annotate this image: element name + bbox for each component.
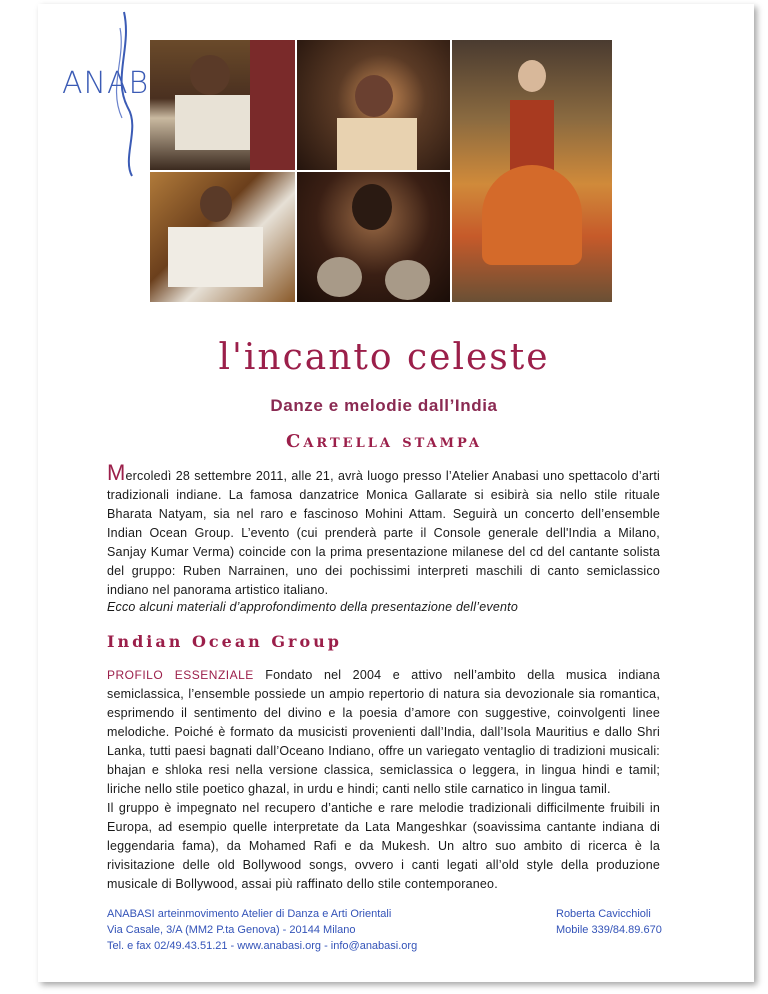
profile-label: PROFILO ESSENZIALE: [107, 668, 254, 682]
footer-address: Via Casale, 3/A (MM2 P.ta Genova) - 20144 Milano: [107, 924, 356, 936]
intro-text: ercoledì 28 settembre 2011, alle 21, avrà luogo presso l’Atelier Anabasi uno spettacolo d’arti tradizionali indiane. La famosa danzatrice Monica Gallarate si esibirà sia nello stile rituale Bharata Natyam, sia nel raro e fascinoso Mohini Attam. Seguirà un concerto dell’ensemble Indian Ocean Group. L’evento (cui prenderà parte il Console generale dell'India a Milano, Sanjay Kumar Verma) coincide con la prima presentazione milanese del cd del cantante solista del gruppo: Ruben Narrainen, uno dei pochissimi interpreti maschili di canto semiclassico indiano nel panorama artistico italiano.: [107, 469, 660, 597]
intro-paragraph: [107, 460, 660, 600]
anabasi-logo: [62, 8, 157, 178]
footer-org: ANABASI arteinmovimento Atelier di Danza e Arti Orientali: [107, 908, 392, 920]
press-kit-heading: Cartella stampa: [286, 431, 482, 452]
footer-phone-web: Tel. e fax 02/49.43.51.21 - www.anabasi.org - info@anabasi.org: [107, 940, 418, 952]
event-subtitle: Danze e melodie dall’India: [270, 396, 498, 415]
profile-paragraph-1: Fondato nel 2004 e attivo nell’ambito della musica indiana semiclassica, l’ensemble possiede un ampio repertorio di natura sia devozionale sia romantica, esprimendo il sentimento del divino e la poesia d’amore con suggestive, coinvolgenti linee melodiche. Poiché è formato da musicisti provenienti dall’India, dall’Isola Mauritius e dallo Shri Lanka, tutti paesi bagnati dall’Oceano Indiano, offre un variegato ventaglio di tradizioni musicali: bhajan e shloka resi nella versione classica, semiclassica o leggera, in lingua hindi e tamil; liriche nello stile poetico ghazal, in urdu e hindi; canti nello stile carnatico in lingua tamil.: [107, 668, 660, 796]
photo-drummer: [297, 172, 450, 302]
group-heading: Indian Ocean Group: [107, 632, 342, 651]
photo-tabla-player: [150, 40, 295, 170]
materials-note: Ecco alcuni materiali d’approfondimento della presentazione dell’evento: [107, 600, 518, 614]
profile-section: [107, 666, 660, 894]
footer-name: Roberta Cavicchioli: [556, 908, 651, 920]
footer-mobile: Mobile 339/84.89.670: [556, 924, 662, 936]
drop-cap: M: [107, 460, 126, 485]
photo-sitar-player: [150, 172, 295, 302]
footer-contact: [107, 906, 467, 954]
footer-person: [556, 906, 696, 938]
profile-paragraph-2: Il gruppo è impegnato nel recupero d’antiche e rare melodie tradizionali difficilmente fruibili in Europa, ad esempio quelle interpretate da Lata Mangeshkar (soavissima cantante indiana di leggendaria fama), da Mohamed Rafi e da Mukesh. Un altro suo ambito di ricerca è la rivisitazione delle old Bollywood songs, ovvero i canti legati all’old style della produzione musicale di Bollywood, assai più raffinato dello stile contemporaneo.: [107, 801, 660, 891]
photo-dancer: [452, 40, 612, 302]
photo-singer: [297, 40, 450, 170]
event-title: l'incanto celeste: [218, 337, 550, 378]
logo-text: ANAB: [62, 66, 150, 101]
